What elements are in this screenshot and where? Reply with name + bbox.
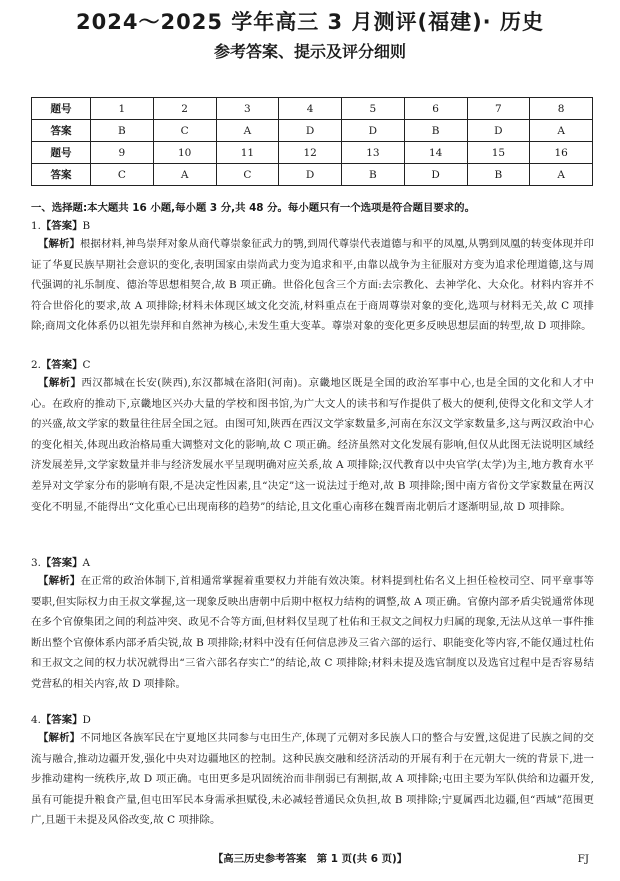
question-number-cell: 1: [91, 98, 154, 120]
answer-cell: B: [342, 164, 405, 186]
answer-cell: D: [467, 120, 530, 142]
answer-header: 答案: [32, 164, 91, 186]
question-block: [31, 357, 594, 517]
analysis-text: 根据材料,神鸟崇拜对象从商代尊崇象征武力的鹗,到周代尊崇代表道德与和平的凤凰,从鹗到凤凰的转变体现并印证了华夏民族早期社会意识的变化,表明国家由崇尚武力变为追求和平,由靠以战争为主征服对方变为追求伦理道德,这与周代强调的礼乐制度、德治等思想相契合,故 B 项正确。世俗化包含三个方面:去宗教化、去神学化、大众化。材料内容并不符合世俗化的要求,故 A 项排除;材料未体现区域文化交流,材料重点在于商周尊崇对象的变化,选项与材料无关,故 C 项排除;商周文化体系仍以祖先崇拜和自然神为核心,未发生重大变革。尊崇对象的变化更多反映思想层面的转型,故 D 项排除。: [31, 238, 594, 333]
question-block: [31, 218, 594, 337]
answer-cell: B: [91, 120, 154, 142]
question-number-cell: 12: [279, 142, 342, 164]
answer-cell: B: [467, 164, 530, 186]
analysis-tag: 【解析】: [38, 238, 80, 250]
region-code: FJ: [577, 853, 589, 865]
question-number-row: [32, 98, 593, 120]
answer-tag: 【答案】: [40, 220, 83, 232]
question-number-row: [32, 142, 593, 164]
analysis-paragraph: [31, 234, 594, 337]
answer-cell: A: [530, 164, 593, 186]
answer-cell: D: [404, 164, 467, 186]
answer-value: B: [82, 220, 91, 232]
question-number-cell: 15: [467, 142, 530, 164]
answer-cell: C: [216, 164, 279, 186]
analysis-paragraph: [31, 571, 594, 695]
answer-tag: 【答案】: [40, 714, 83, 726]
question-number: 4.: [31, 714, 41, 726]
question-number-cell: 14: [404, 142, 467, 164]
question-number-cell: 8: [530, 98, 593, 120]
question-number-cell: 4: [279, 98, 342, 120]
question-block: [31, 712, 594, 831]
answer-cell: C: [153, 120, 216, 142]
question-number-cell: 6: [404, 98, 467, 120]
analysis-paragraph: [31, 728, 594, 831]
answer-line: [31, 218, 594, 234]
answer-value: D: [82, 714, 91, 726]
section-intro: 一、选择题:本大题共 16 小题,每小题 3 分,共 48 分。每小题只有一个选项是符合题目要求的。: [31, 202, 475, 214]
answer-cell: A: [153, 164, 216, 186]
page-subtitle: 参考答案、提示及评分细则: [213, 42, 406, 61]
question-number-cell: 5: [342, 98, 405, 120]
answer-cell: D: [279, 120, 342, 142]
analysis-text: 西汉都城在长安(陕西),东汉都城在洛阳(河南)。京畿地区既是全国的政治军事中心,也是全国的文化和人才中心。在政府的推动下,京畿地区兴办大量的学校和图书馆,为广大文人的读书和写作提供了极大的便利,使得文化和文学人才的兴盛,故文学家的数量往往居全国之冠。由图可知,陕西在西汉文学家数量多,河南在东汉文学家数量多,这与两汉政治中心的变化相关,体现出政治格局重大调整对文化的影响,故 C 项正确。经济虽然对文化发展有影响,但仅从此图无法说明区域经济发展差异,文学家数量并非与经济发展水平呈现明确对应关系,故 A 项排除;汉代教育以中央官学(太学)为主,地方教育水平差异对文学家分布的影响有限,不是决定性因素,且“决定”这一说法过于绝对,故 B 项排除;图中南方省份文学家数量在两汉变化不明显,不能得出“文化重心已出现南移的趋势”的结论,且文化重心南移在魏晋南北朝后才逐渐明显,故 D 项排除。: [31, 377, 595, 513]
answer-row: [32, 164, 593, 186]
answer-tag: 【答案】: [40, 359, 83, 371]
question-number: 2.: [31, 359, 41, 371]
analysis-tag: 【解析】: [38, 732, 81, 744]
question-number-header: 题号: [32, 98, 91, 120]
page-title: 2024～2025 学年高三 3 月测评(福建)· 历史: [76, 10, 544, 34]
answer-cell: C: [91, 164, 154, 186]
analysis-tag: 【解析】: [38, 377, 82, 389]
answer-value: A: [82, 557, 90, 569]
question-number-cell: 3: [216, 98, 279, 120]
question-number-cell: 9: [91, 142, 154, 164]
answer-cell: A: [530, 120, 593, 142]
answer-row: [32, 120, 593, 142]
answer-cell: D: [279, 164, 342, 186]
answer-header: 答案: [32, 120, 91, 142]
answer-cell: D: [342, 120, 405, 142]
question-number: 3.: [31, 557, 41, 569]
answer-tag: 【答案】: [40, 557, 83, 569]
answer-value: C: [82, 359, 91, 371]
question-number-cell: 13: [342, 142, 405, 164]
analysis-tag: 【解析】: [38, 575, 81, 587]
page-footer: 【高三历史参考答案 第 1 页(共 6 页)】: [212, 853, 408, 865]
question-number-header: 题号: [32, 142, 91, 164]
answer-cell: A: [216, 120, 279, 142]
question-block: [31, 555, 594, 695]
answer-line: [31, 555, 594, 571]
answer-cell: B: [404, 120, 467, 142]
answer-table: [31, 97, 593, 186]
question-number: 1.: [31, 220, 41, 232]
answer-line: [31, 712, 594, 728]
question-number-cell: 16: [530, 142, 593, 164]
question-number-cell: 7: [467, 98, 530, 120]
question-number-cell: 10: [153, 142, 216, 164]
analysis-text: 在正常的政治体制下,首相通常掌握着重要权力并能有效决策。材料提到杜佑名义上担任检校司空、同平章事等要职,但实际权力由王叔文掌握,这一现象反映出唐朝中后期中枢权力结构的调整,故 A 项正确。官僚内部矛盾尖锐通常体现在多个官僚集团之间的利益冲突、政见不合等方面,但材料仅呈现了杜佑和王叔文之间权力归属的现象,无法从这单一事件推断出整个官僚体系内部矛盾尖锐,故 B 项排除;材料中没有任何信息涉及三省六部的运行、职能变化等内容,不能仅通过杜佑和王叔文之间的权力状况就得出“三省六部名存实亡”的结论,故 C 项排除;材料未提及选官制度以及选官过程中是否容易结党营私的相关内容,故 D 项排除。: [31, 575, 594, 690]
question-number-cell: 2: [153, 98, 216, 120]
analysis-paragraph: [31, 373, 594, 517]
answer-line: [31, 357, 594, 373]
question-number-cell: 11: [216, 142, 279, 164]
analysis-text: 不同地区各族军民在宁夏地区共同参与屯田生产,体现了元朝对多民族人口的整合与安置,这促进了民族之间的交流与融合,推动边疆开发,强化中央对边疆地区的控制。这种民族交融和经济活动的开展有利于在元朝大一统的背景下,进一步推动建构一统秩序,故 D 项正确。屯田更多是巩固统治而非削弱已有割据,故 A 项排除;屯田主要为军队供给和边疆开发,虽有可能提升粮食产量,但屯田军民本身需承担赋役,未必减轻普通民众负担,故 B 项排除;宁夏属西北边疆,但“西域”范围更广,且题干未提及风俗改变,故 C 项排除。: [31, 732, 594, 827]
